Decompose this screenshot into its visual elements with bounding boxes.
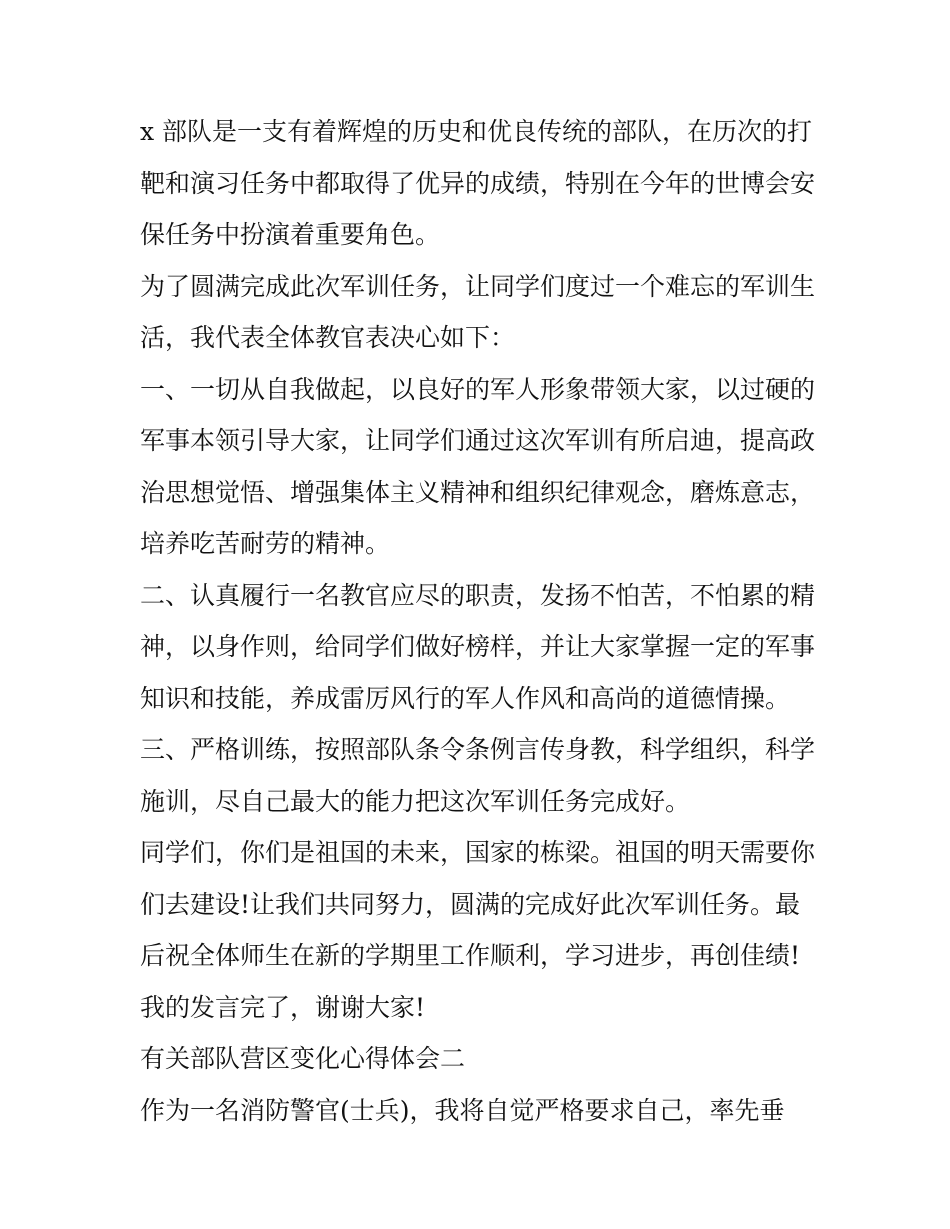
text-line: 二、认真履行一名教官应尽的职责，发扬不怕苦，不怕累的精 [140,580,816,610]
text-line: 活，我代表全体教官表决心如下： [140,323,516,352]
section-heading: 有关部队营区变化心得体会二 [140,1044,466,1073]
text-line: 知识和技能，养成雷厉风行的军人作风和高尚的道德情操。 [140,683,791,713]
text-line: 保任务中扮演着重要角色。 [140,220,441,249]
text-line: 们去建设!让我们共同努力，圆满的完成好此次军训任务。最 [140,889,801,919]
text-line: x 部队是一支有着辉煌的历史和优良传统的部队，在历次的打 [140,117,813,146]
text-line: 后祝全体师生在新的学期里工作顺利，学习进步，再创佳绩! [140,941,801,970]
text-line: 治思想觉悟、增强集体主义精神和组织纪律观念，磨炼意志， [140,477,816,507]
text-line: 三、严格训练，按照部队条令条例言传身教，科学组织，科学 [140,735,816,764]
document-body [140,106,830,1136]
text-line: 作为一名消防警官(士兵)，我将自觉严格要求自己，率先垂 [140,1095,785,1125]
text-line: 同学们，你们是祖国的未来，国家的栋梁。祖国的明天需要你 [140,838,816,867]
text-line: 培养吃苦耐劳的精神。 [140,529,391,558]
text-line: 一、一切从自我做起，以良好的军人形象带领大家，以过硬的 [140,374,816,404]
text-line: 军事本领引导大家，让同学们通过这次军训有所启迪，提高政 [140,426,816,455]
text-line: 神，以身作则，给同学们做好榜样，并让大家掌握一定的军事 [140,632,816,661]
text-line: 我的发言完了，谢谢大家! [140,992,426,1022]
text-line: 施训，尽自己最大的能力把这次军训任务完成好。 [140,786,691,816]
text-line: 靶和演习任务中都取得了优异的成绩，特别在今年的世博会安 [140,168,816,198]
text-line: 为了圆满完成此次军训任务，让同学们度过一个难忘的军训生 [140,271,816,301]
